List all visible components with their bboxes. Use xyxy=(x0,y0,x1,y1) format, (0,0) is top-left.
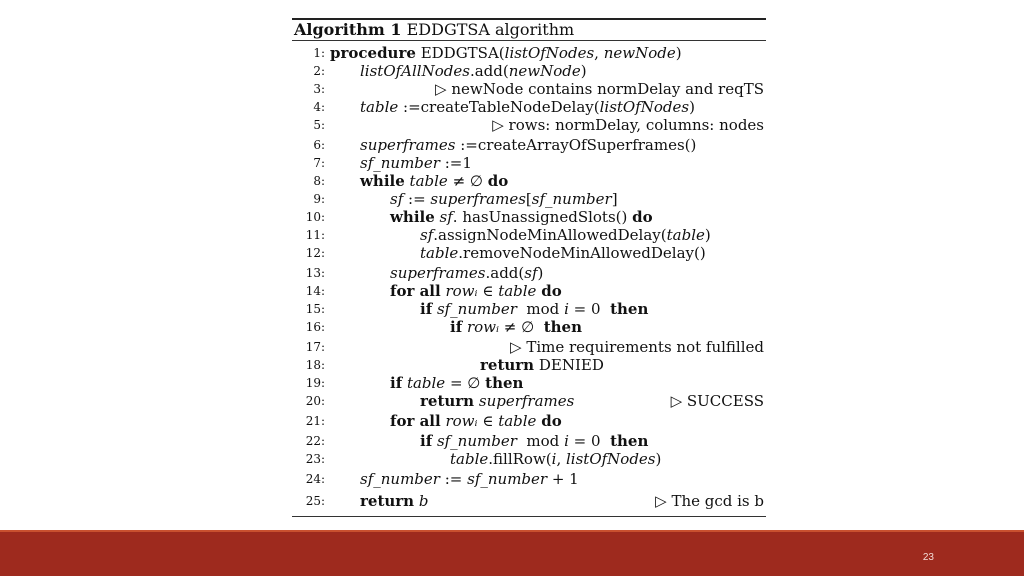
variable: listOfNodes xyxy=(566,450,656,468)
algorithm-line xyxy=(292,172,766,190)
algorithm-line xyxy=(292,98,766,116)
algorithm-line xyxy=(292,226,766,244)
code-text: [ xyxy=(525,190,532,208)
keyword: for all xyxy=(390,412,441,430)
variable: rowᵢ xyxy=(466,318,499,336)
line-number: 22: xyxy=(305,434,325,448)
variable: b xyxy=(418,492,429,510)
line-number: 13: xyxy=(305,266,325,280)
variable: rowᵢ xyxy=(445,412,478,430)
line-number: 9: xyxy=(313,192,325,206)
algorithm-line xyxy=(292,356,766,374)
line-code xyxy=(360,154,472,172)
variable: i xyxy=(564,432,569,450)
code-text: :=createArrayOfSuperframes() xyxy=(455,136,697,154)
keyword: do xyxy=(541,282,562,300)
algorithm-line xyxy=(292,136,766,154)
variable: sf xyxy=(524,264,538,282)
variable: newNode xyxy=(508,62,581,80)
algorithm-line xyxy=(292,450,766,468)
line-comment: ▷ Time requirements not fulfilled xyxy=(510,338,764,356)
variable: superframes xyxy=(478,392,575,410)
variable: listOfAllNodes xyxy=(360,62,470,80)
code-text: :=createTableNodeDelay( xyxy=(398,98,600,116)
variable: sf_number xyxy=(360,470,440,488)
line-code xyxy=(420,244,706,262)
line-number: 2: xyxy=(313,64,325,78)
keyword: if xyxy=(450,318,463,336)
variable: table xyxy=(498,412,537,430)
line-code xyxy=(390,282,562,300)
keyword: while xyxy=(360,172,405,190)
algorithm-line xyxy=(292,190,766,208)
line-code xyxy=(420,300,648,318)
keyword: do xyxy=(541,412,562,430)
line-number: 17: xyxy=(305,340,325,354)
variable: listOfNodes xyxy=(504,44,595,62)
variable: sf_number xyxy=(360,154,440,172)
line-code xyxy=(390,374,523,392)
variable: sf xyxy=(390,190,404,208)
variable: sf_number xyxy=(436,300,517,318)
algorithm-line xyxy=(292,412,766,430)
code-text: + 1 xyxy=(547,470,579,488)
line-number: 23: xyxy=(305,452,325,466)
variable: sf_number xyxy=(436,432,517,450)
keyword: then xyxy=(610,432,649,450)
variable: superframes xyxy=(430,190,526,208)
line-code xyxy=(330,44,682,62)
code-text: ) xyxy=(537,264,544,282)
algorithm-line xyxy=(292,244,766,262)
code-text: , xyxy=(556,450,566,468)
keyword: procedure xyxy=(330,44,416,62)
line-code xyxy=(480,356,604,374)
code-text: := xyxy=(439,470,468,488)
line-number: 20: xyxy=(305,394,325,408)
line-code xyxy=(390,264,543,282)
line-comment: ▷ SUCCESS xyxy=(670,392,764,410)
line-number: 14: xyxy=(305,284,325,298)
page-number: 23 xyxy=(922,552,934,563)
algorithm-line xyxy=(292,208,766,226)
algorithm-line xyxy=(292,470,766,488)
code-text: ] xyxy=(611,190,618,208)
code-text: mod xyxy=(516,300,565,318)
keyword: do xyxy=(487,172,509,190)
algorithm-line xyxy=(292,392,766,410)
line-code xyxy=(360,136,696,154)
keyword: if xyxy=(420,432,433,450)
code-text: ∈ xyxy=(477,282,499,300)
line-number: 16: xyxy=(305,320,325,334)
line-number: 25: xyxy=(305,494,325,508)
variable: listOfNodes xyxy=(599,98,690,116)
keyword: then xyxy=(610,300,649,318)
code-text: mod xyxy=(516,432,565,450)
line-code xyxy=(360,172,508,190)
variable: rowᵢ xyxy=(445,282,478,300)
keyword: do xyxy=(632,208,653,226)
line-code xyxy=(420,226,711,244)
code-text: := xyxy=(403,190,431,208)
code-text: .add( xyxy=(469,62,509,80)
algorithm-line xyxy=(292,432,766,450)
code-text: ∈ xyxy=(477,412,499,430)
line-number: 24: xyxy=(305,472,325,486)
line-comment: ▷ The gcd is b xyxy=(655,492,764,510)
algorithm-line xyxy=(292,80,766,98)
keyword: return xyxy=(480,356,535,374)
code-text: = 0 xyxy=(568,432,611,450)
variable: i xyxy=(564,300,569,318)
algorithm-label: Algorithm 1 xyxy=(294,20,402,39)
line-code xyxy=(420,432,648,450)
algorithm-line xyxy=(292,44,766,62)
code-text: = ∅ xyxy=(445,374,486,392)
bottom-rule xyxy=(292,516,766,517)
line-code xyxy=(360,62,587,80)
keyword: for all xyxy=(390,282,441,300)
line-number: 21: xyxy=(305,414,325,428)
variable: table xyxy=(498,282,537,300)
line-code xyxy=(420,392,574,410)
algorithm-line xyxy=(292,492,766,510)
variable: table xyxy=(450,450,489,468)
caption-rule xyxy=(292,40,766,41)
line-number: 15: xyxy=(305,302,325,316)
code-text: .fillRow( xyxy=(488,450,552,468)
line-number: 10: xyxy=(305,210,325,224)
line-number: 19: xyxy=(305,376,325,390)
line-code xyxy=(450,450,661,468)
code-text: ) xyxy=(580,62,587,80)
variable: table xyxy=(406,374,446,392)
variable: i xyxy=(551,450,557,468)
variable: superframes xyxy=(390,264,486,282)
variable: sf_number xyxy=(467,470,548,488)
line-number: 18: xyxy=(305,358,325,372)
keyword: return xyxy=(420,392,475,410)
algorithm-line xyxy=(292,282,766,300)
code-text: . hasUnassignedSlots() xyxy=(452,208,633,226)
line-code xyxy=(390,190,618,208)
code-text: .assignNodeMinAllowedDelay( xyxy=(433,226,667,244)
line-code xyxy=(390,412,562,430)
line-code xyxy=(450,318,582,336)
algorithm-line xyxy=(292,300,766,318)
algorithm-line xyxy=(292,264,766,282)
algorithm-line xyxy=(292,374,766,392)
variable: sf xyxy=(420,226,434,244)
algorithm-line xyxy=(292,116,766,134)
algorithm-line xyxy=(292,154,766,172)
variable: table xyxy=(409,172,448,190)
keyword: while xyxy=(390,208,435,226)
variable: table xyxy=(666,226,705,244)
line-comment: ▷ rows: normDelay, columns: nodes xyxy=(492,116,764,134)
line-code xyxy=(360,470,579,488)
line-number: 3: xyxy=(313,82,325,96)
algorithm-box xyxy=(292,18,766,510)
code-text: .removeNodeMinAllowedDelay() xyxy=(458,244,706,262)
variable: table xyxy=(420,244,459,262)
code-text: = 0 xyxy=(568,300,611,318)
line-number: 1: xyxy=(313,46,325,60)
code-text: EDDGTSA( xyxy=(415,44,505,62)
variable: sf xyxy=(439,208,453,226)
algorithm-line xyxy=(292,338,766,356)
code-text: ≠ ∅ xyxy=(447,172,488,190)
line-number: 4: xyxy=(313,100,325,114)
code-text: ) xyxy=(675,44,682,62)
code-text: DENIED xyxy=(534,356,604,374)
algorithm-line xyxy=(292,62,766,80)
line-number: 12: xyxy=(305,246,325,260)
code-text: ) xyxy=(655,450,662,468)
line-comment: ▷ newNode contains normDelay and reqTS xyxy=(435,80,764,98)
code-text: ≠ ∅ xyxy=(499,318,544,336)
variable: superframes xyxy=(360,136,456,154)
line-number: 8: xyxy=(313,174,325,188)
variable: table xyxy=(360,98,399,116)
code-text: ) xyxy=(704,226,711,244)
variable: sf_number xyxy=(531,190,612,208)
line-number: 7: xyxy=(313,156,325,170)
algorithm-caption xyxy=(292,20,766,40)
keyword: then xyxy=(543,318,583,336)
line-code xyxy=(390,208,653,226)
keyword: if xyxy=(420,300,433,318)
algorithm-name: EDDGTSA algorithm xyxy=(406,20,575,39)
code-text: .add( xyxy=(485,264,525,282)
line-number: 11: xyxy=(305,228,325,242)
keyword: if xyxy=(390,374,403,392)
line-number: 6: xyxy=(313,138,325,152)
algorithm-line xyxy=(292,318,766,336)
line-code xyxy=(360,98,695,116)
variable: newNode xyxy=(603,44,676,62)
keyword: then xyxy=(485,374,524,392)
line-code xyxy=(360,492,428,510)
code-text: , xyxy=(594,44,604,62)
keyword: return xyxy=(360,492,415,510)
code-text: ) xyxy=(689,98,695,116)
line-number: 5: xyxy=(313,118,325,132)
code-text: :=1 xyxy=(439,154,472,172)
slide-footer xyxy=(0,532,1024,576)
